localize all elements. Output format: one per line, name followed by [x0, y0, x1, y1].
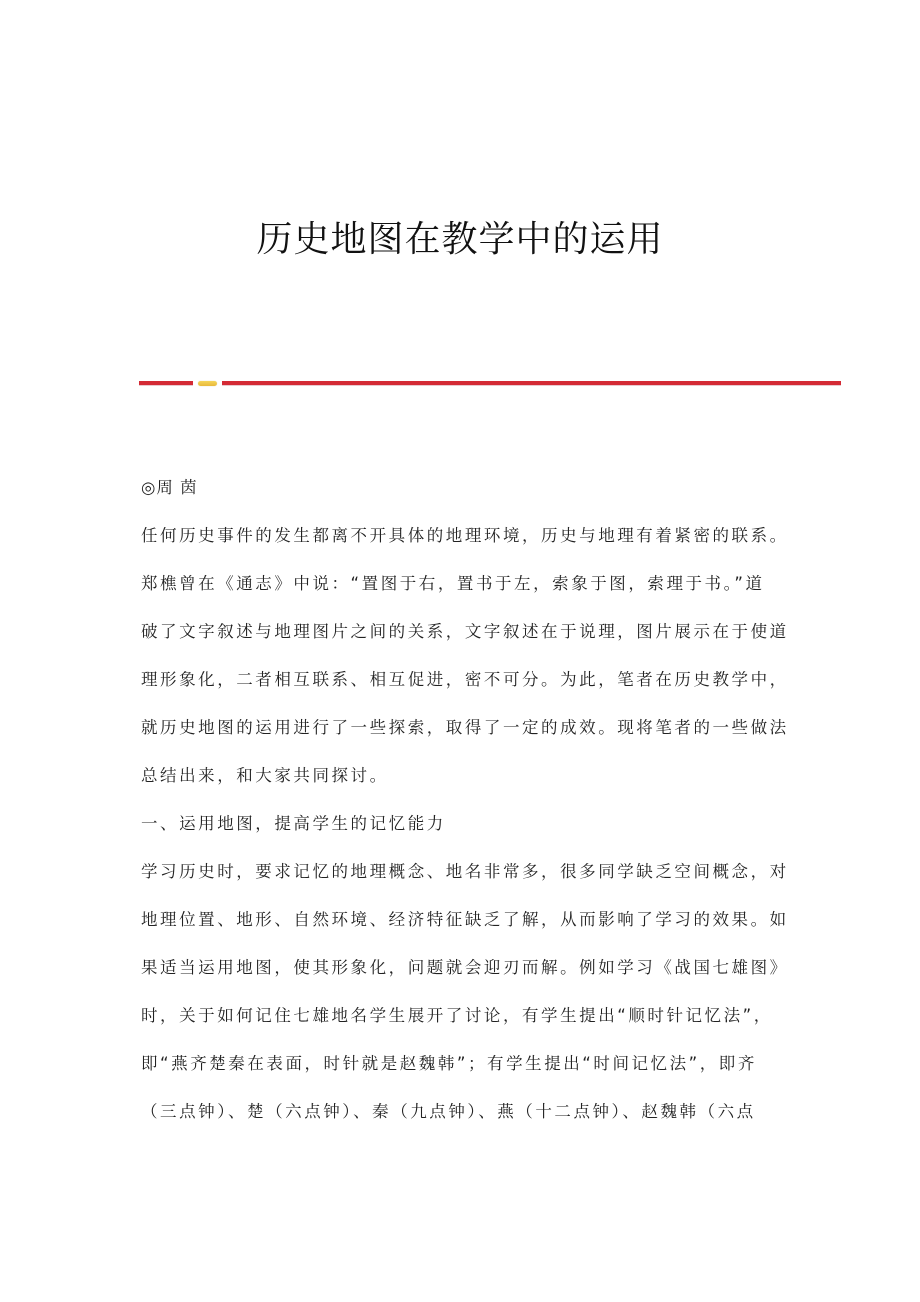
text-line: 学习历史时，要求记忆的地理概念、地名非常多，很多同学缺乏空间概念，对	[141, 862, 789, 881]
text-line: 郑樵曾在《通志》中说：“置图于右，置书于左，索象于图，索理于书。”道	[141, 574, 765, 593]
paragraph-section-1	[141, 848, 789, 1136]
text-line: 任何历史事件的发生都离不开具体的地理环境，历史与地理有着紧密的联系。	[141, 526, 789, 545]
divider-line-right	[222, 381, 841, 386]
divider-line-left	[139, 381, 193, 386]
text-line: （三点钟）、楚（六点钟）、秦（九点钟）、燕（十二点钟）、赵魏韩（六点	[141, 1102, 756, 1121]
paragraph-intro	[141, 512, 789, 800]
text-line: 时，关于如何记住七雄地名学生展开了讨论，有学生提出“顺时针记忆法”，	[141, 1006, 773, 1025]
text-line: 地理位置、地形、自然环境、经济特征缺乏了解，从而影响了学习的效果。如	[141, 910, 789, 929]
text-line: 总结出来，和大家共同探讨。	[141, 766, 389, 785]
text-line: 理形象化，二者相互联系、相互促进，密不可分。为此，笔者在历史教学中，	[141, 670, 789, 689]
text-line: 果适当运用地图，使其形象化，问题就会迎刃而解。例如学习《战国七雄图》	[141, 958, 789, 977]
document-title: 历史地图在教学中的运用	[256, 219, 664, 260]
author-byline: ◎周 茵	[141, 478, 198, 497]
text-line: 即“燕齐楚秦在表面，时针就是赵魏韩”；有学生提出“时间记忆法”，即齐	[141, 1054, 757, 1073]
section-heading	[141, 800, 781, 848]
title-divider	[139, 381, 841, 387]
section-heading-text: 一、运用地图，提高学生的记忆能力	[141, 814, 446, 833]
divider-ornament-icon	[198, 381, 217, 386]
text-line: 破了文字叙述与地理图片之间的关系，文字叙述在于说理，图片展示在于使道	[141, 622, 789, 641]
text-line: 就历史地图的运用进行了一些探索，取得了一定的成效。现将笔者的一些做法	[141, 718, 789, 737]
article-body	[141, 464, 789, 1136]
